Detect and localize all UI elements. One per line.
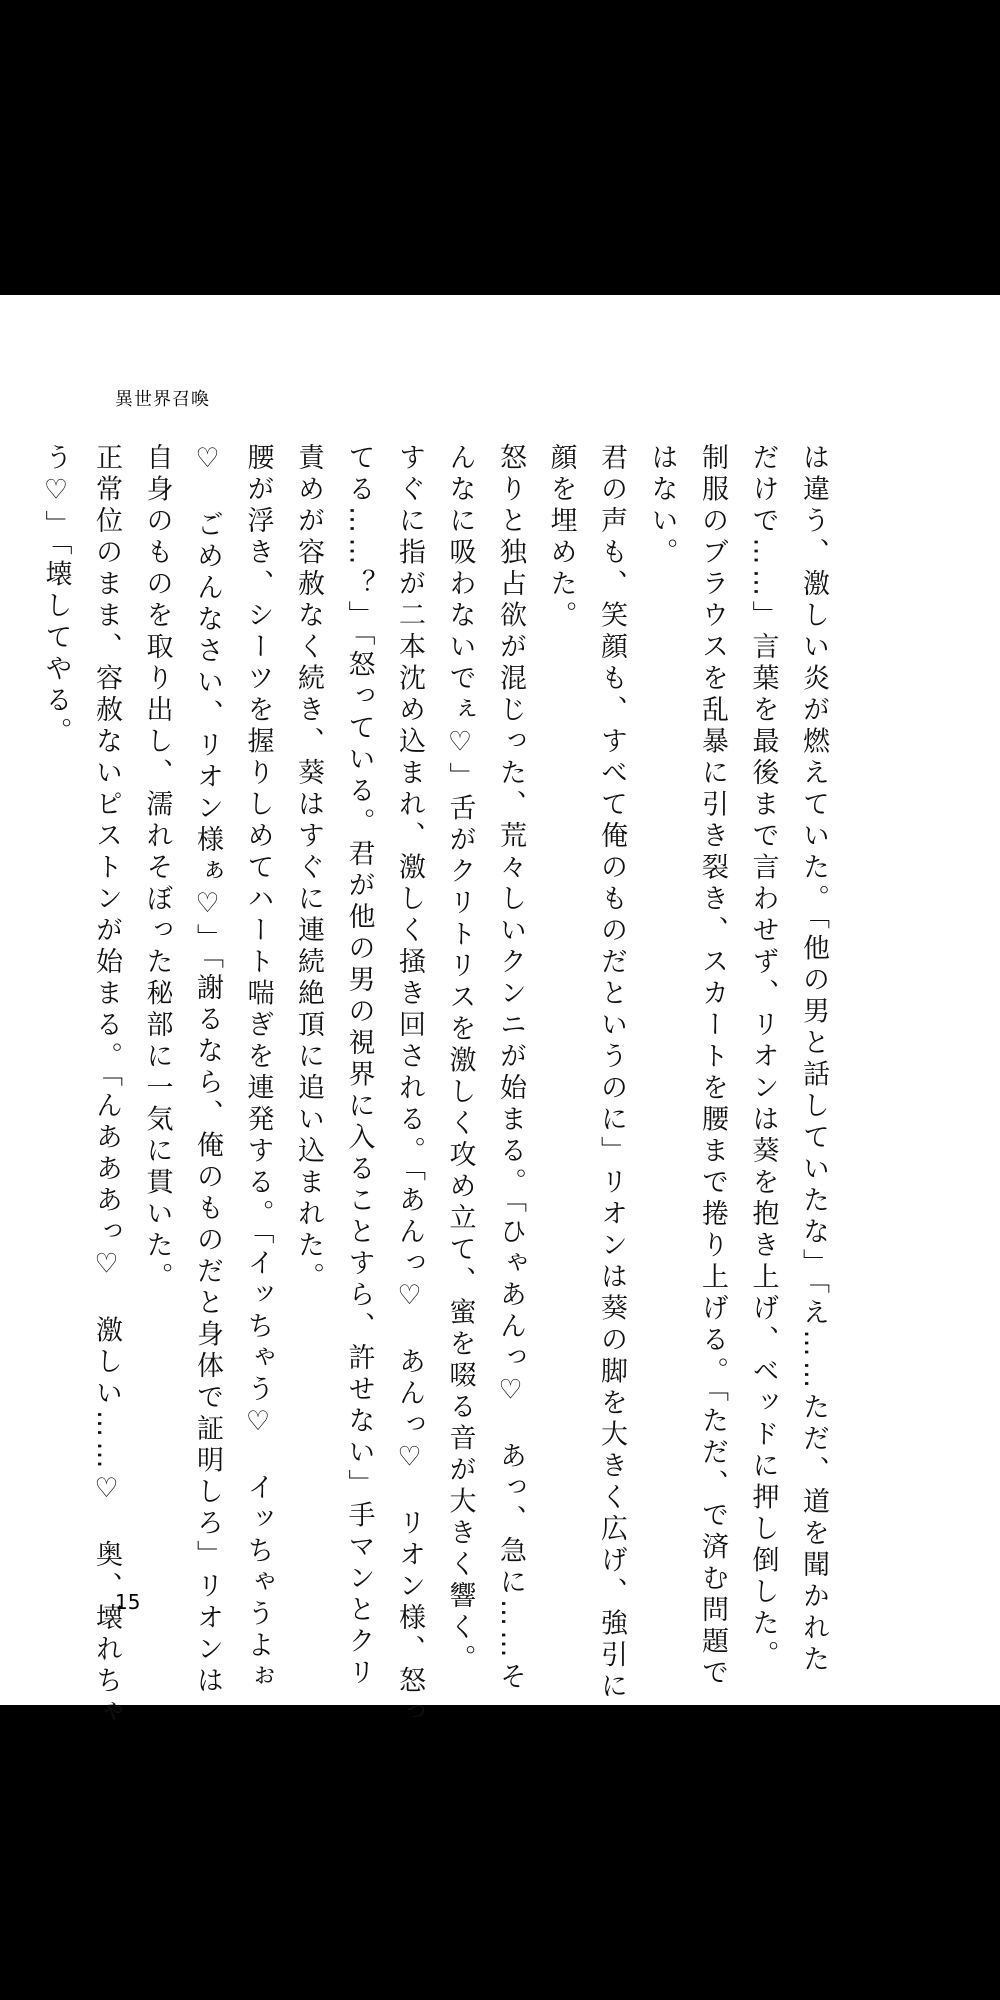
- book-page: [0, 295, 1000, 1729]
- text-line: すぐに指が二本沈め込まれ、激しく掻き回される。「あんっ♡ あんっ♡ リオン様、怒っ: [394, 443, 425, 1729]
- text-line: 腰が浮き、シーツを握りしめてハート喘ぎを連発する。「イッちゃう♡ イッちゃうよぉ: [242, 443, 274, 1694]
- text-line: は違う、激しい炎が燃えていた。「他の男と話していたな」「え……ただ、道を聞かれた: [798, 443, 829, 1676]
- text-line: てる……？」「怒っている。君が他の男の視界に入ることすら、許せない」手マンとクリ: [343, 443, 375, 1690]
- text-line: はない。: [646, 443, 678, 569]
- text-line: 顔を埋めた。: [545, 443, 577, 632]
- text-line: ♡ ごめんなさい、リオン様ぁ♡」「謝るなら、俺のものだと身体で証明しろ」リオンは: [192, 443, 223, 1698]
- text-line: 制服のブラウスを乱暴に引き裂き、スカートを腰まで捲り上げる。「ただ、で済む問題で: [697, 443, 728, 1690]
- running-title: 異世界召喚: [115, 389, 210, 410]
- text-line: んなに吸わないでぇ♡」舌がクリトリスを激しく攻め立て、蜜を啜る音が大きく響く。: [444, 443, 476, 1676]
- text-line: 怒りと独占欲が混じった、荒々しいクンニが始まる。「ひゃあんっ♡ あっ、急に……そ: [495, 443, 526, 1694]
- page-number: 15: [115, 1590, 141, 1614]
- text-line: だけで……」言葉を最後まで言わせず、リオンは葵を抱き上げ、ベッドに押し倒した。: [747, 443, 779, 1672]
- text-line: 正常位のまま、容赦ないピストンが始まる。「んあああっ♡ 激しい……♡ 奥、壊れちゃ: [91, 443, 122, 1729]
- text-line: 自身のものを取り出し、濡れそぼった秘部に一気に貫いた。: [141, 443, 173, 1294]
- text-line: 君の声も、笑顔も、すべて俺のものだというのに」リオンは葵の脚を大きく広げ、強引に: [596, 443, 627, 1703]
- text-line: 責めが容赦なく続き、葵はすぐに連続絶頂に追い込まれた。: [293, 443, 324, 1294]
- text-line: う♡」「壊してやる。: [40, 443, 72, 749]
